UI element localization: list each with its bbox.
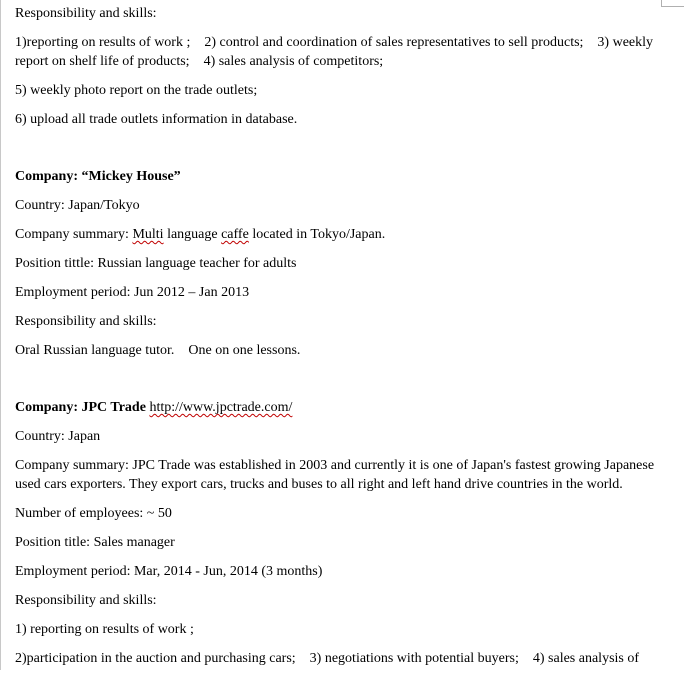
jpc-responsibility-heading: Responsibility and skills: [15,593,157,608]
jpc-country: Country: Japan [15,429,101,444]
responsibility-heading: Responsibility and skills: [15,6,157,21]
mickey-summary [15,225,665,244]
mickey-period: Employment period: Jun 2012 – Jan 2013 [15,285,250,300]
mickey-responsibility-heading: Responsibility and skills: [15,314,157,329]
mickey-summary-mid: language [163,227,222,242]
mickey-summary-suffix: located in Tokyo/Japan. [248,227,386,242]
spellcheck-word-multi: Multi [132,227,164,242]
jpc-period: Employment period: Mar, 2014 - Jun, 2014 (3 months) [15,564,323,579]
company-mickey-house-heading: Company: “Mickey House” [15,169,181,184]
responsibility-items-1-4: 1)reporting on results of work ; 2) control and coordination of sales representatives to sell products; 3) weekly report on shelf life of products; 4) sales analysis of competitors; [15,35,657,69]
jpc-position: Position title: Sales manager [15,535,175,550]
section-spacer [15,370,665,398]
jpc-website-url[interactable]: http://www.jpctrade.com/ [149,400,293,415]
section-spacer [15,139,665,167]
jpc-company-label: Company: JPC Trade [15,400,146,415]
company-jpc-trade-heading [15,398,665,417]
mickey-responsibility-text: Oral Russian language tutor. One on one lessons. [15,343,301,358]
spellcheck-word-caffe: caffe [221,227,249,242]
mickey-position: Position tittle: Russian language teacher for adults [15,256,297,271]
document-body[interactable] [15,4,665,678]
responsibility-item-6: 6) upload all trade outlets information in database. [15,112,298,127]
jpc-responsibility-item-1: 1) reporting on results of work ; [15,622,194,637]
jpc-summary: Company summary: JPC Trade was established in 2003 and currently it is one of Japan's fastest growing Japanese used cars exporters. They export cars, trucks and buses to all right and left hand drive countries in the world. [15,458,658,492]
jpc-employees: Number of employees: ~ 50 [15,506,172,521]
responsibility-item-5: 5) weekly photo report on the trade outlets; [15,83,258,98]
mickey-summary-prefix: Company summary: [15,227,133,242]
jpc-responsibility-items-2-4: 2)participation in the auction and purchasing cars; 3) negotiations with potential buyers; 4) sales analysis of [15,651,640,666]
mickey-country: Country: Japan/Tokyo [15,198,140,213]
